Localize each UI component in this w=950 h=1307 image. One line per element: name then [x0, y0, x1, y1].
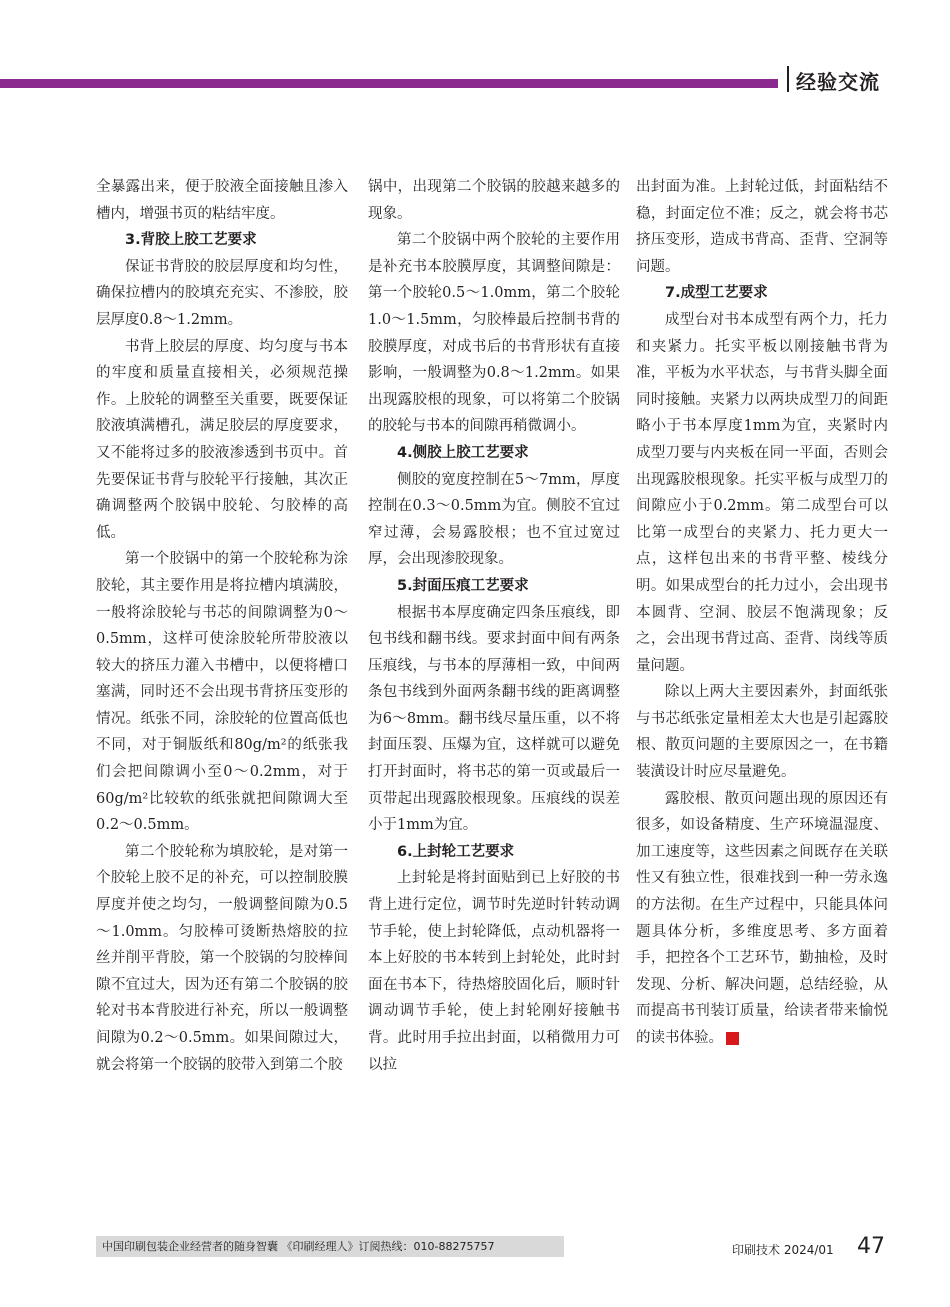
text-column-1 [96, 174, 348, 1078]
footer-promo: 中国印刷包装企业经营者的随身智囊 《印刷经理人》订阅热线：010-88275757 [96, 1236, 564, 1257]
header-accent-bar [0, 79, 778, 88]
subheading: 3.背胶上胶工艺要求 [125, 232, 257, 249]
paragraph: 上封轮是将封面贴到已上好胶的书背上进行定位，调节时先逆时针转动调节手轮，使上封轮降低，点动机器将一本上好胶的书本转到上封轮处，此时封面在书本下，待热熔胶固化后，顺时针调动调节手轮，使上封轮刚好接触书背。此时用手拉出封面，以稍微用力可以拉 [368, 870, 620, 1073]
paragraph: 第二个胶轮称为填胶轮，是对第一个胶轮上胶不足的补充，可以控制胶膜厚度并使之均匀，一般调整间隙为0.5～1.0mm。匀胶棒可烫断热熔胶的拉丝并削平背胶，第一个胶锅的匀胶棒间隙不宜过大，因为还有第二个胶锅的胶轮对书本背胶进行补充，所以一般调整间隙为0.2～0.5mm。如果间隙过大，就会将第一个胶锅的胶带入到第二个胶 [96, 843, 348, 1073]
paragraph-final [636, 786, 888, 1052]
paragraph: 侧胶的宽度控制在5～7mm，厚度控制在0.3～0.5mm为宜。侧胶不宜过窄过薄，会易露胶根；也不宜过宽过厚，会出现渗胶现象。 [368, 471, 620, 568]
paragraph: 第二个胶锅中两个胶轮的主要作用是补充书本胶膜厚度，其调整间隙是：第一个胶轮0.5～1.0mm，第二个胶轮1.0～1.5mm，匀胶棒最后控制书背的胶膜厚度，对成书后的书背形状有直接影响，一般调整为0.8～1.2mm。如果出现露胶根的现象，可以将第二个胶锅的胶轮与书本的间隙再稍微调小。 [368, 232, 620, 435]
paragraph: 书背上胶层的厚度、均匀度与书本的牢度和质量直接相关，必须规范操作。上胶轮的调整至关重要，既要保证胶液填满槽孔，满足胶层的厚度要求，又不能将过多的胶液渗透到书页中。首先要保证书背与胶轮平行接触，其次正确调整两个胶锅中胶轮、匀胶棒的高低。 [96, 338, 348, 541]
page-number: 47 [857, 1234, 885, 1259]
footer-journal: 印刷技术 2024/01 [732, 1243, 834, 1257]
paragraph: 第一个胶锅中的第一个胶轮称为涂胶轮，其主要作用是将拉槽内填满胶，一般将涂胶轮与书芯的间隙调整为0～0.5mm，这样可使涂胶轮所带胶液以较大的挤压力灌入书槽中，以便将槽口塞满，同时还不会出现书背挤压变形的情况。纸张不同，涂胶轮的位置高低也不同，对于铜版纸和80g/m²的纸张我们会把间隙调小至0～0.2mm，对于60g/m²比较软的纸张就把间隙调大至0.2～0.5mm。 [96, 551, 348, 834]
paragraph: 出封面为准。上封轮过低，封面粘结不稳，封面定位不准；反之，就会将书芯挤压变形，造成书背高、歪背、空洞等问题。 [636, 179, 888, 275]
subheading: 4.侧胶上胶工艺要求 [397, 444, 529, 461]
paragraph: 锅中，出现第二个胶锅的胶越来越多的现象。 [368, 179, 620, 222]
header-separator [787, 66, 789, 92]
paragraph-text: 露胶根、散页问题出现的原因还有很多，如设备精度、生产环境温湿度、加工速度等，这些因素之间既存在关联性又有独立性，很难找到一种一劳永逸的方法彻。在生产过程中，只能具体问题具体分析，多维度思考、多方面着手，把控各个工艺环节，勤抽检，及时发现、分析、解决问题，总结经验，从而提高书刊装订质量，给读者带来愉悦的读书体验。 [636, 790, 888, 1046]
subheading: 5.封面压痕工艺要求 [397, 577, 529, 594]
subheading: 7.成型工艺要求 [665, 285, 768, 302]
paragraph: 保证书背胶的胶层厚度和均匀性，确保拉槽内的胶填充充实、不渗胶，胶层厚度0.8～1.2mm。 [96, 258, 348, 328]
section-title: 经验交流 [796, 70, 880, 94]
article-end-icon: P [726, 1032, 739, 1045]
text-column-3 [636, 174, 888, 1052]
text-column-2 [368, 174, 620, 1078]
paragraph: 成型台对书本成型有两个力，托力和夹紧力。托实平板以刚接触书背为准，平板为水平状态，与书背头脚全面同时接触。夹紧力以两块成型刀的间距略小于书本厚度1mm为宜，夹紧时内成型刀要与内夹板在同一平面，否则会出现露胶根现象。托实平板与成型刀的间隙应小于0.2mm。第二成型台可以比第一成型台的夹紧力、托力更大一点，这样包出来的书背平整、棱线分明。如果成型台的托力过小，会出现书本圆背、空洞、胶层不饱满现象；反之，会出现书背过高、歪背、岗线等质量问题。 [636, 311, 888, 674]
paragraph: 根据书本厚度确定四条压痕线，即包书线和翻书线。要求封面中间有两条压痕线，与书本的厚薄相一致，中间两条包书线到外面两条翻书线的距离调整为6～8mm。翻书线尽量压重，以不将封面压裂、压爆为宜，这样就可以避免打开封面时，将书芯的第一页或最后一页带起出现露胶根现象。压痕线的误差小于1mm为宜。 [368, 604, 620, 834]
subheading: 6.上封轮工艺要求 [397, 843, 515, 860]
paragraph: 全暴露出来，便于胶液全面接触且渗入槽内，增强书页的粘结牢度。 [96, 179, 348, 222]
paragraph: 除以上两大主要因素外，封面纸张与书芯纸张定量相差太大也是引起露胶根、散页问题的主要原因之一，在书籍装潢设计时应尽量避免。 [636, 684, 888, 781]
